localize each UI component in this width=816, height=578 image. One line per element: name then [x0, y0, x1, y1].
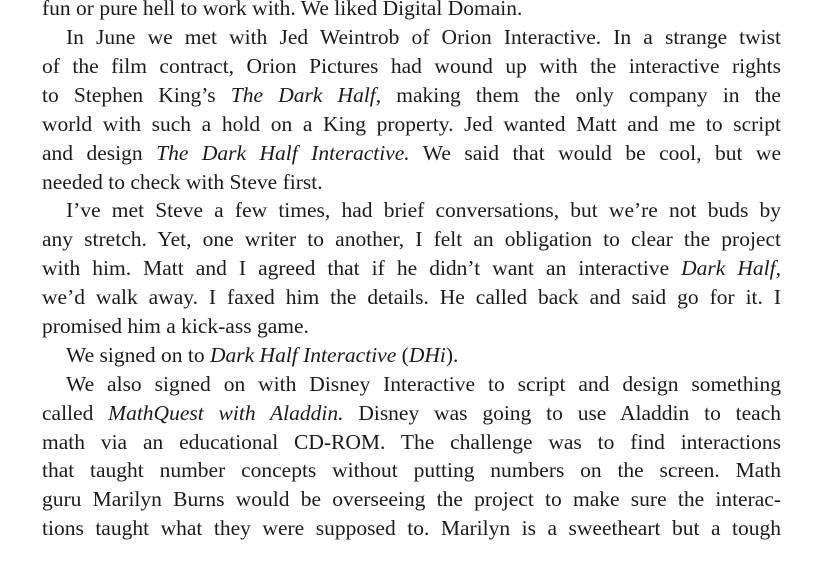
- text-run: to Stephen King’s: [42, 83, 231, 107]
- text-run: math via an educational CD-ROM. The challenge was to find interactions: [42, 430, 781, 454]
- paragraph-first-line: [66, 23, 781, 52]
- text-line: [42, 0, 781, 23]
- text-run: of the film contract, Orion Pictures had wound up with the interactive rights: [42, 54, 781, 78]
- text-run: we’d walk away. I faxed him the details. He called back and said go for it. I: [42, 285, 781, 309]
- text-run: needed to check with Steve first.: [42, 170, 323, 194]
- paragraph-first-line: [66, 341, 781, 370]
- text-run: We signed on to: [66, 343, 210, 367]
- text-line: [42, 110, 781, 139]
- text-run: I’ve met Steve a few times, had brief conversations, but we’re not buds by: [66, 198, 781, 222]
- text-run: We said that would be cool, but we: [409, 141, 782, 165]
- text-run: promised him a kick-ass game.: [42, 314, 309, 338]
- text-line: [42, 52, 781, 81]
- text-line: [42, 168, 781, 197]
- italic-title: MathQuest with Aladdin.: [108, 401, 344, 425]
- text-run: Disney was going to use Aladdin to teach: [343, 401, 782, 425]
- text-line: [42, 428, 781, 457]
- text-line: [42, 399, 781, 428]
- text-line: [42, 81, 781, 110]
- text-line: [42, 485, 781, 514]
- italic-title: The Dark Half,: [230, 83, 382, 107]
- text-run: In June we met with Jed Weintrob of Orion Interactive. In a strange twist: [66, 25, 781, 49]
- italic-title: The Dark Half Interactive.: [156, 141, 410, 165]
- text-run: fun or pure hell to work with. We liked Digital Domain.: [42, 0, 523, 20]
- text-run: with him. Matt and I agreed that if he didn’t want an interactive: [42, 256, 682, 280]
- text-run: any stretch. Yet, one writer to another, I felt an obligation to clear the project: [42, 227, 781, 251]
- text-run: (: [396, 343, 409, 367]
- text-run: tions taught what they were supposed to. Marilyn is a sweetheart but a tough: [42, 516, 781, 540]
- italic-title: Dark Half,: [681, 256, 781, 280]
- text-line: [42, 312, 781, 341]
- text-run: ).: [445, 343, 459, 367]
- text-line: [42, 254, 781, 283]
- text-run: making them the only company in the: [381, 83, 781, 107]
- text-run: We also signed on with Disney Interactive to script and design something: [66, 372, 781, 396]
- paragraph-first-line: [66, 196, 781, 225]
- text-run: that taught number concepts without putting numbers on the screen. Math: [42, 458, 781, 482]
- text-run: called: [42, 401, 109, 425]
- text-line: [42, 283, 781, 312]
- text-run: and design: [42, 141, 157, 165]
- text-line: [42, 514, 781, 543]
- paragraph-first-line: [66, 370, 781, 399]
- text-run: guru Marilyn Burns would be overseeing the project to make sure the interac-: [42, 487, 781, 511]
- italic-title: DHi: [408, 343, 446, 367]
- text-line: [42, 139, 781, 168]
- text-line: [42, 456, 781, 485]
- text-line: [42, 225, 781, 254]
- italic-title: Dark Half Interactive: [209, 343, 397, 367]
- text-run: world with such a hold on a King property. Jed wanted Matt and me to script: [42, 112, 781, 136]
